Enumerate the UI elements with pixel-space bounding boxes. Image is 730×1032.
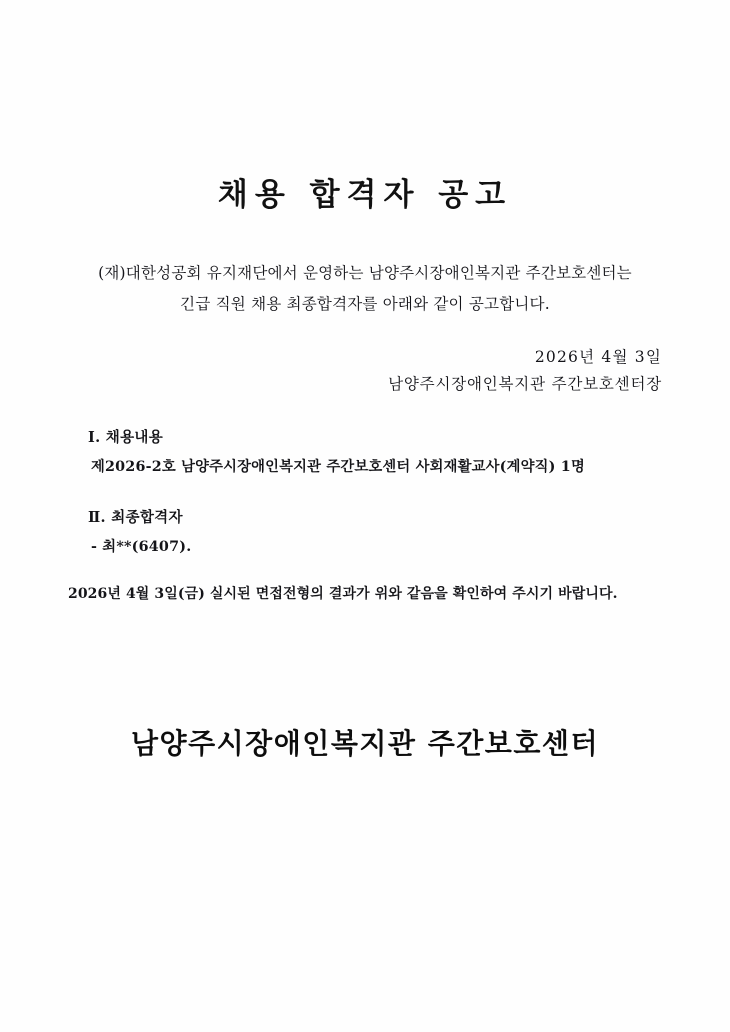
section-body: - 최**(6407). bbox=[91, 539, 192, 555]
section-body: 제2026-2호 남양주시장애인복지관 주간보호센터 사회재활교사(계약직) 1명 bbox=[91, 459, 585, 475]
section-heading: Ⅰ. 채용내용 bbox=[88, 429, 164, 446]
closing-statement: 2026년 4월 3일(금) 실시된 면접전형의 결과가 위와 같음을 확인하여 주시기 바랍니다. bbox=[68, 586, 618, 602]
signature-signer: 남양주시장애인복지관 주간보호센터장 bbox=[388, 375, 662, 393]
intro-paragraph bbox=[0, 258, 730, 320]
intro-line-1: (재)대한성공회 유지재단에서 운영하는 남양주시장애인복지관 주간보호센터는 bbox=[98, 264, 632, 282]
page-title: 채용 합격자 공고 bbox=[217, 176, 513, 213]
signature-block bbox=[0, 344, 730, 398]
section-recruitment-details bbox=[88, 426, 688, 476]
organization-name: 남양주시장애인복지관 주간보호센터 bbox=[130, 727, 600, 760]
intro-line-2: 긴급 직원 채용 최종합격자를 아래와 같이 공고합니다. bbox=[180, 295, 550, 313]
signature-date: 2026년 4월 3일 bbox=[534, 348, 662, 366]
section-final-successful-applicant bbox=[88, 506, 688, 556]
section-heading: Ⅱ. 최종합격자 bbox=[88, 509, 183, 526]
